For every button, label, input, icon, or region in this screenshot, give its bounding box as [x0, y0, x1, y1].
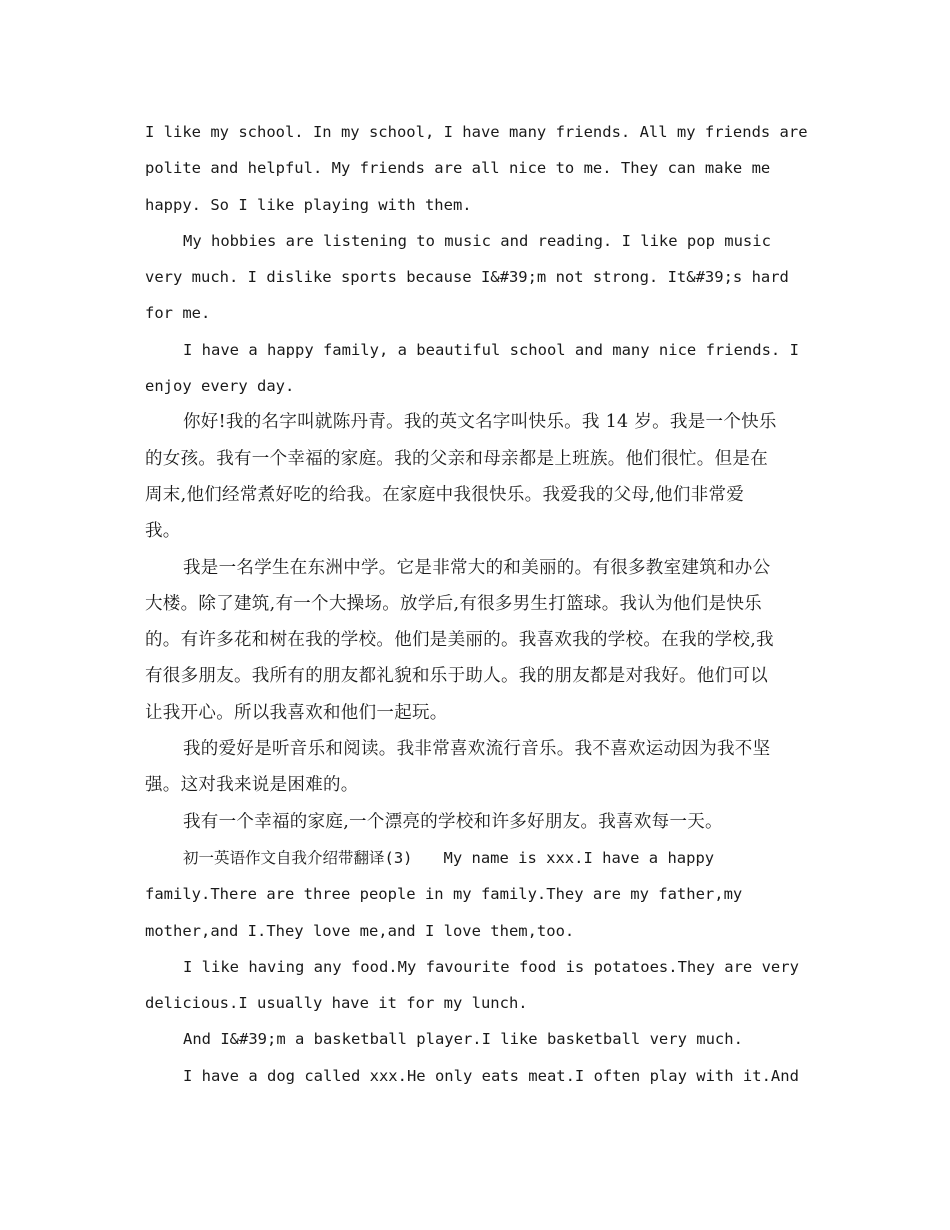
text-line: 初一英语作文自我介绍带翻译(3) My name is xxx.I have a happy [183, 848, 715, 867]
text-line: polite and helpful. My friends are all nice to me. They can make me [145, 159, 771, 178]
text-line: 周末,他们经常煮好吃的给我。在家庭中我很快乐。我爱我的父母,他们非常爱 [145, 484, 745, 505]
text-line: happy. So I like playing with them. [145, 195, 472, 214]
text-line: 我是一名学生在东洲中学。它是非常大的和美丽的。有很多教室建筑和办公 [183, 557, 771, 578]
text-line: I like having any food.My favourite food is potatoes.They are very [183, 957, 799, 976]
text-line: 我的爱好是听音乐和阅读。我非常喜欢流行音乐。我不喜欢运动因为我不坚 [183, 739, 771, 760]
text-line: 我。 [145, 521, 181, 542]
text-line: I have a happy family, a beautiful school and many nice friends. I [183, 340, 799, 359]
text-line: mother,and I.They love me,and I love them,too. [145, 921, 575, 940]
text-line: 有很多朋友。我所有的朋友都礼貌和乐于助人。我的朋友都是对我好。他们可以 [145, 666, 768, 687]
text-line: 我有一个幸福的家庭,一个漂亮的学校和许多好朋友。我喜欢每一天。 [183, 811, 723, 832]
text-line: 的女孩。我有一个幸福的家庭。我的父亲和母亲都是上班族。他们很忙。但是在 [145, 448, 768, 469]
text-line: I have a dog called xxx.He only eats meat.I often play with it.And [183, 1066, 799, 1085]
text-line: 让我开心。所以我喜欢和他们一起玩。 [145, 702, 448, 723]
text-line: family.There are three people in my family.They are my father,my [145, 885, 743, 904]
text-line: delicious.I usually have it for my lunch. [145, 994, 528, 1013]
text-line: My hobbies are listening to music and reading. I like pop music [183, 231, 771, 250]
text-line: And I&#39;m a basketball player.I like basketball very much. [183, 1030, 743, 1049]
text-line: for me. [145, 304, 211, 323]
text-line: 强。这对我来说是困难的。 [145, 775, 359, 796]
text-line: 大楼。除了建筑,有一个大操场。放学后,有很多男生打篮球。我认为他们是快乐 [145, 593, 762, 614]
text-line: 的。有许多花和树在我的学校。他们是美丽的。我喜欢我的学校。在我的学校,我 [145, 630, 774, 651]
text-line: 你好!我的名字叫就陈丹青。我的英文名字叫快乐。我 14 岁。我是一个快乐 [183, 412, 777, 433]
text-line: enjoy every day. [145, 377, 295, 396]
text-line: very much. I dislike sports because I&#39;m not strong. It&#39;s hard [145, 268, 789, 287]
text-line: I like my school. In my school, I have many friends. All my friends are [145, 123, 808, 141]
body-text [145, 114, 810, 1094]
